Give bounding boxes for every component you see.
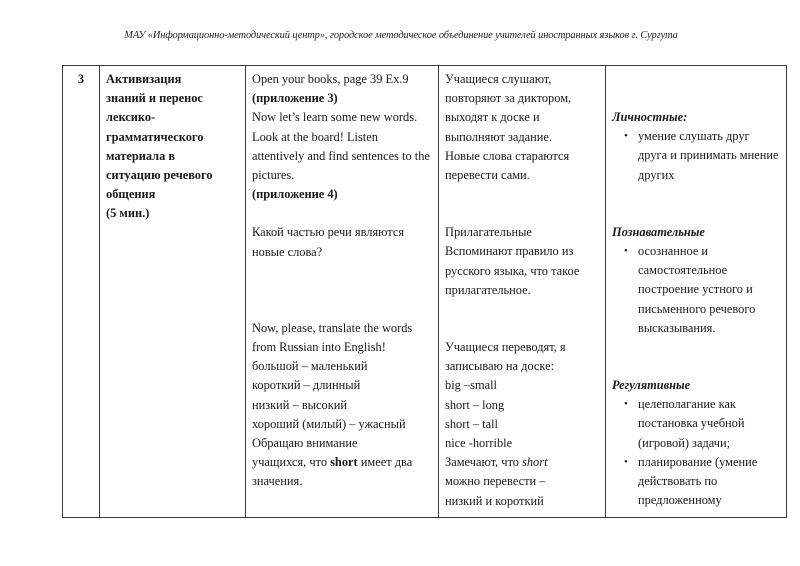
- stage-line-2: знаний и перенос: [106, 91, 203, 106]
- list-item: • планирование (умение действовать по предложенному: [638, 453, 780, 511]
- stage-line-5: материала в: [106, 148, 176, 163]
- pupils-recall-line-1: Вспоминают правило из: [445, 244, 574, 259]
- uud-group-title-regulative: Регулятивные: [612, 378, 691, 393]
- uud-spacer-top: [612, 70, 780, 108]
- teacher-spacer-1: [252, 204, 432, 223]
- teacher-spacer-2: [252, 262, 432, 319]
- pupils-note-line-3: низкий и короткий: [445, 493, 544, 508]
- page-running-header: МАУ «Информационно-методический центр», городское методическое объединение учителей иностранных языков г. Сургута: [124, 30, 678, 41]
- pupils-line-4: выполняют задание.: [445, 129, 553, 144]
- pupils-word-pair-2: short – long: [445, 397, 505, 412]
- teacher-word-pair-4: хороший (милый) – ужасный: [252, 416, 406, 431]
- pupils-note-line-1: [445, 453, 599, 472]
- stage-line-4: грамматического: [106, 129, 204, 144]
- lesson-plan-table: [62, 65, 787, 518]
- teacher-instruction-translate: Now, please, translate the words from Russian into English!: [252, 320, 413, 355]
- teacher-word-pair-3: низкий – высокий: [252, 397, 347, 412]
- cell-row-number: 3: [63, 66, 100, 518]
- teacher-instruction-new-words: Now let’s learn some new words.: [252, 110, 418, 125]
- pupils-line-1: Учащиеся слушают,: [445, 72, 552, 86]
- list-item: • осознанное и самостоятельное построение устного и письменного речевого высказывания.: [638, 242, 780, 338]
- uud-spacer-2: [612, 338, 780, 376]
- pupils-recall-line-2: русского языка, что такое: [445, 263, 580, 278]
- teacher-instruction-open-books: Open your books, page 39 Ex.9: [252, 72, 409, 86]
- pupils-answer-adjectives: Прилагательные: [445, 225, 532, 240]
- pupils-line-3: выходят к доске и: [445, 110, 540, 125]
- stage-line-6: ситуацию речевого: [106, 168, 213, 183]
- pupils-translate-line-1: Учащиеся переводят, я: [445, 340, 566, 355]
- teacher-note-emphasis-short: short: [330, 455, 358, 470]
- teacher-note-prefix: учащихся, что: [252, 455, 331, 470]
- pupils-word-pair-4: nice -horrible: [445, 436, 513, 451]
- pupils-word-pair-1: big –small: [445, 378, 497, 393]
- table-row: [63, 66, 787, 518]
- teacher-note-line-2: [252, 453, 432, 472]
- teacher-note-line-3: значения.: [252, 474, 303, 489]
- uud-spacer-1: [612, 185, 780, 223]
- teacher-appendix-4: (приложение 4): [252, 187, 338, 202]
- uud-list-regulative: [612, 395, 780, 510]
- pupils-spacer-1: [445, 185, 599, 223]
- uud-group-title-personal: Личностные:: [612, 110, 688, 124]
- teacher-instruction-look-board: Look at the board! Listen attentively and find sentences to the pictures.: [252, 129, 430, 183]
- pupils-note-prefix: Замечают, что: [445, 455, 523, 470]
- pupils-line-2: повторяют за диктором,: [445, 91, 572, 106]
- list-item: • целеполагание как постановка учебной (игровой) задачи;: [638, 395, 780, 453]
- pupils-line-6: перевести сами.: [445, 168, 530, 183]
- pupils-note-emphasis-short: short: [522, 455, 548, 470]
- uud-list-cognitive: [612, 242, 780, 338]
- cell-pupils-activity: [439, 66, 606, 518]
- teacher-word-pair-2: короткий – длинный: [252, 378, 361, 393]
- cell-lesson-stage: [100, 66, 246, 518]
- pupils-line-5: Новые слова стараются: [445, 148, 570, 163]
- pupils-word-pair-3: short – tall: [445, 416, 498, 431]
- stage-line-7: общения: [106, 187, 156, 202]
- pupils-translate-line-2: записываю на доске:: [445, 359, 555, 374]
- uud-group-title-cognitive: Познавательные: [612, 224, 705, 239]
- teacher-word-pair-1: большой – маленький: [252, 359, 368, 374]
- pupils-spacer-2: [445, 300, 599, 338]
- stage-duration: (5 мин.): [106, 206, 150, 221]
- pupils-recall-line-3: прилагательное.: [445, 282, 531, 297]
- cell-teacher-activity: [246, 66, 439, 518]
- stage-line-3: лексико-: [106, 110, 156, 125]
- uud-list-personal: [612, 127, 780, 185]
- list-item: • умение слушать друг друга и принимать мнение других: [638, 127, 780, 185]
- pupils-note-line-2: можно перевести –: [445, 474, 546, 489]
- stage-line-1: Активизация: [106, 72, 182, 86]
- teacher-appendix-3: (приложение 3): [252, 91, 338, 106]
- teacher-question-part-of-speech: Какой частью речи являются новые слова?: [252, 225, 405, 259]
- teacher-note-line-1: Обращаю внимание: [252, 436, 358, 451]
- teacher-note-suffix: имеет два: [357, 455, 413, 470]
- cell-uud: [606, 66, 787, 518]
